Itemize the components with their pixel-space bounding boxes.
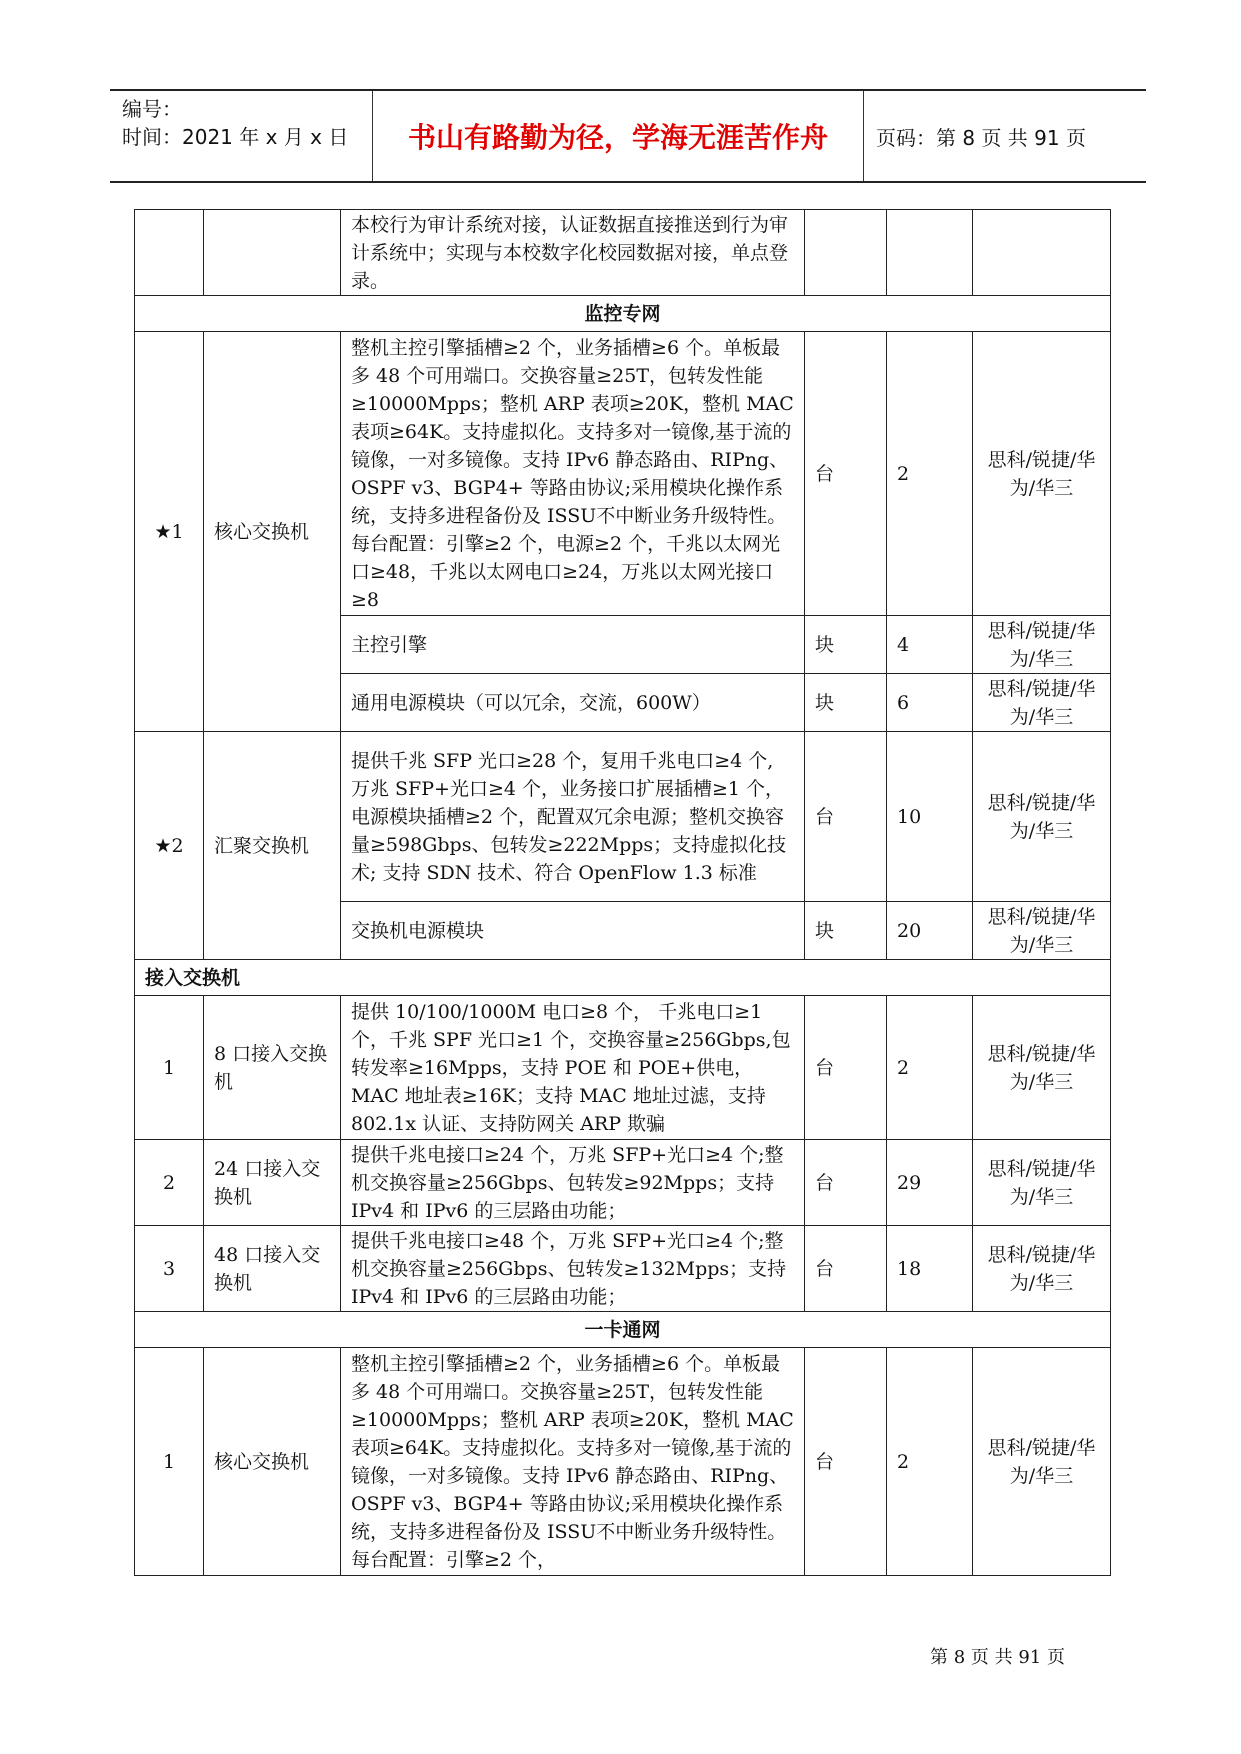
item-brand: 思科/锐捷/华为/华三 (973, 902, 1111, 960)
item-quantity: 2 (887, 332, 973, 616)
item-name: 48 口接入交换机 (204, 1226, 341, 1312)
item-name: 核心交换机 (204, 1348, 341, 1576)
item-number: 1 (135, 1348, 204, 1576)
header-motto: 书山有路勤为径，学海无涯苦作舟 (373, 91, 864, 181)
item-brand: 思科/锐捷/华为/华三 (973, 732, 1111, 902)
item-unit: 台 (805, 332, 887, 616)
item-unit: 块 (805, 616, 887, 674)
item-description: 提供千兆电接口≥48 个，万兆 SFP+光口≥4 个;整机交换容量≥256Gbps、包转发≥132Mpps；支持 IPv4 和 IPv6 的三层路由功能； (341, 1226, 805, 1312)
item-unit: 台 (805, 1348, 887, 1576)
item-unit: 台 (805, 732, 887, 902)
item-quantity: 6 (887, 674, 973, 732)
item-description: 交换机电源模块 (341, 902, 805, 960)
item-quantity: 10 (887, 732, 973, 902)
item-unit: 块 (805, 902, 887, 960)
item-brand: 思科/锐捷/华为/华三 (973, 674, 1111, 732)
item-description: 主控引擎 (341, 616, 805, 674)
item-number: ★1 (135, 332, 204, 732)
header-page-label: 页码：第 8 页 共 91 页 (876, 125, 1086, 150)
item-description: 提供千兆 SFP 光口≥28 个，复用千兆电口≥4 个, 万兆 SFP+光口≥4 个，业务接口扩展插槽≥1 个，电源模块插槽≥2 个，配置双冗余电源；整机交换容量≥598Gbps、包转发≥222Mpps；支持虚拟化技术; 支持 SDN 技术、符合 OpenFlow 1.3 标准 (341, 732, 805, 902)
section-row (135, 1312, 1111, 1348)
item-brand: 思科/锐捷/华为/华三 (973, 996, 1111, 1140)
item-brand: 思科/锐捷/华为/华三 (973, 616, 1111, 674)
page-footer: 第 8 页 共 91 页 (930, 1647, 1065, 1668)
table-row (135, 1348, 1111, 1576)
table-row (135, 1226, 1111, 1312)
item-brand: 思科/锐捷/华为/华三 (973, 1140, 1111, 1226)
item-name: 8 口接入交换机 (204, 996, 341, 1140)
item-name: 汇聚交换机 (204, 732, 341, 960)
item-quantity: 18 (887, 1226, 973, 1312)
item-number: 1 (135, 996, 204, 1140)
table-cell (204, 210, 341, 296)
item-quantity: 2 (887, 1348, 973, 1576)
table-cell (973, 210, 1111, 296)
item-quantity: 29 (887, 1140, 973, 1226)
section-title-access: 接入交换机 (135, 960, 1111, 996)
item-unit: 块 (805, 674, 887, 732)
item-quantity: 2 (887, 996, 973, 1140)
item-quantity: 4 (887, 616, 973, 674)
item-quantity: 20 (887, 902, 973, 960)
section-title-monitor: 监控专网 (135, 296, 1111, 332)
section-title-card: 一卡通网 (135, 1312, 1111, 1348)
item-name: 核心交换机 (204, 332, 341, 732)
item-description: 提供 10/100/1000M 电口≥8 个， 千兆电口≥1 个，千兆 SPF 光口≥1 个，交换容量≥256Gbps,包转发率≥16Mpps，支持 POE 和 POE+供电，MAC 地址表≥16K；支持 MAC 地址过滤，支持 802.1x 认证、支持防网关 ARP 欺骗 (341, 996, 805, 1140)
row-description: 本校行为审计系统对接，认证数据直接推送到行为审计系统中；实现与本校数字化校园数据对接，单点登录。 (341, 210, 805, 296)
item-unit: 台 (805, 1226, 887, 1312)
item-description: 整机主控引擎插槽≥2 个，业务插槽≥6 个。单板最多 48 个可用端口。交换容量≥25T，包转发性能≥10000Mpps；整机 ARP 表项≥20K，整机 MAC 表项≥64K。支持虚拟化。支持多对一镜像,基于流的镜像，一对多镜像。支持 IPv6 静态路由、RIPng、OSPF v3、BGP4+ 等路由协议;采用模块化操作系统，支持多进程备份及 ISSU不中断业务升级特性。每台配置：引擎≥2 个， (341, 1348, 805, 1576)
section-row (135, 296, 1111, 332)
item-number: 3 (135, 1226, 204, 1312)
table-cell (135, 210, 204, 296)
item-name: 24 口接入交换机 (204, 1140, 341, 1226)
section-row (135, 960, 1111, 996)
item-description: 通用电源模块（可以冗余，交流，600W） (341, 674, 805, 732)
item-brand: 思科/锐捷/华为/华三 (973, 1226, 1111, 1312)
table-row (135, 996, 1111, 1140)
table-row (135, 732, 1111, 902)
table-row (135, 210, 1111, 296)
item-number: 2 (135, 1140, 204, 1226)
page-header (110, 89, 1146, 183)
table-row (135, 332, 1111, 616)
item-unit: 台 (805, 996, 887, 1140)
item-description: 提供千兆电接口≥24 个，万兆 SFP+光口≥4 个;整机交换容量≥256Gbps、包转发≥92Mpps；支持 IPv4 和 IPv6 的三层路由功能； (341, 1140, 805, 1226)
item-description: 整机主控引擎插槽≥2 个，业务插槽≥6 个。单板最多 48 个可用端口。交换容量≥25T，包转发性能≥10000Mpps；整机 ARP 表项≥20K，整机 MAC 表项≥64K。支持虚拟化。支持多对一镜像,基于流的镜像，一对多镜像。支持 IPv6 静态路由、RIPng、OSPF v3、BGP4+ 等路由协议;采用模块化操作系统，支持多进程备份及 ISSU不中断业务升级特性。每台配置：引擎≥2 个，电源≥2 个，千兆以太网光口≥48，千兆以太网电口≥24，万兆以太网光接口≥8 (341, 332, 805, 616)
document-number-label: 编号： (122, 97, 182, 121)
item-unit: 台 (805, 1140, 887, 1226)
table-row (135, 1140, 1111, 1226)
table-cell (805, 210, 887, 296)
document-time-label: 时间：2021 年 x 月 x 日 (122, 125, 349, 149)
item-number: ★2 (135, 732, 204, 960)
item-brand: 思科/锐捷/华为/华三 (973, 332, 1111, 616)
header-meta (110, 91, 373, 181)
specification-table (134, 209, 1111, 1576)
item-brand: 思科/锐捷/华为/华三 (973, 1348, 1111, 1576)
table-cell (887, 210, 973, 296)
